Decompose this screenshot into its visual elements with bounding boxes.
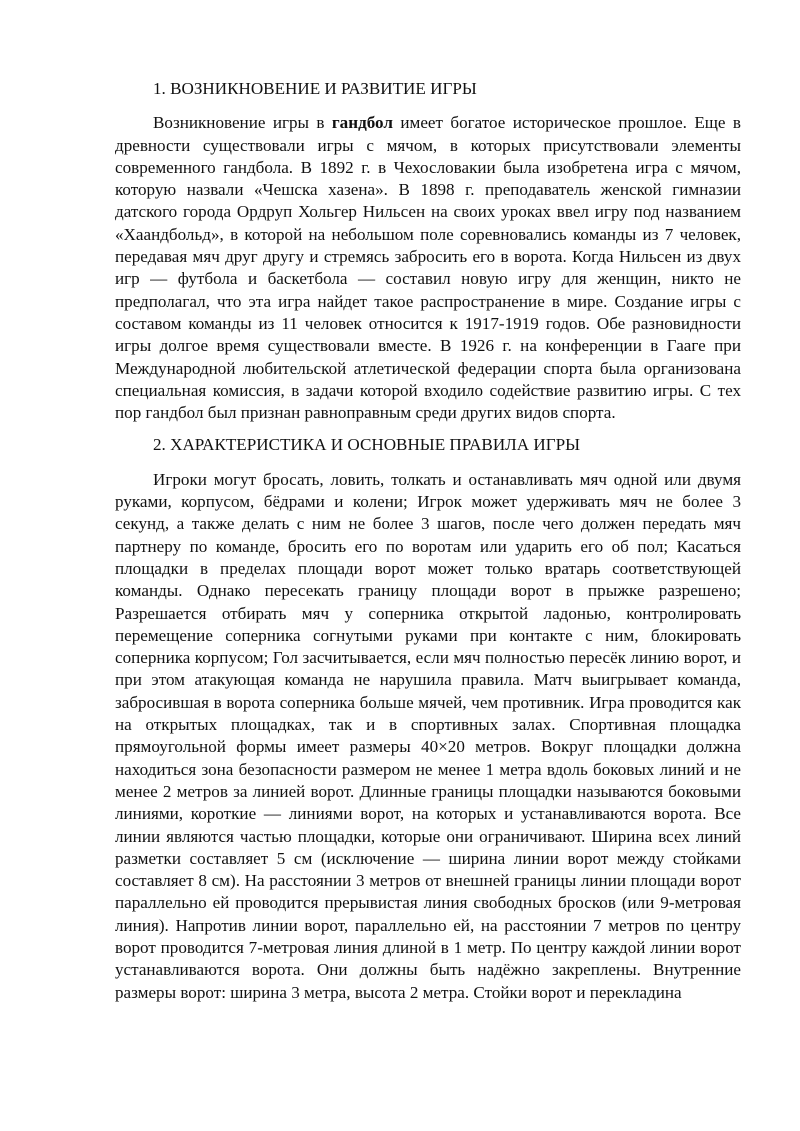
document-page (115, 78, 741, 1004)
section-1-paragraph (115, 112, 741, 424)
keyword-handball: гандбол (331, 113, 393, 133)
section-1-paragraph-rest: имеет богатое историческое прошлое. Еще в древности существовали игры с мячом, в которых присутствовали элементы современного гандбола. В 1892 г. в Чехословакии была изобретена игра с мячом, которую назвали «Чешска хазена». В 1898 г. преподаватель женской гимназии датского города Ордруп Хольгер Нильсен на своих уроках ввел игру под названием «Хаандбольд», в которой на небольшом поле соревновались команды из 7 человек, передавая мяч друг другу и стремясь забросить его в ворота. Когда Нильсен из двух игр — футбола и баскетбола — составил новую игру для женщин, никто не предполагал, что эта игра найдет такое распространение в мире. Создание игры с составом команды из 11 человек относится к 1917-1919 годов. Обе разновидности игры долгое время существовали вместе. В 1926 г. на конференции в Гааге при Международной любительской атлетической федерации спорта была организована специальная комиссия, в задачи которой входило содействие развитию игры. С тех пор гандбол был признан равноправным среди других видов спорта. (115, 113, 741, 423)
section-1-paragraph-lead: Возникновение игры в (153, 113, 332, 133)
section-2-paragraph: Игроки могут бросать, ловить, толкать и останавливать мяч одной или двумя руками, корпусом, бёдрами и колени; Игрок может удерживать мяч не более 3 секунд, а также делать с ним не более 3 шагов, после чего должен передать мяч партнеру по команде, бросить его по воротам или ударить его об пол; Касаться площадки в пределах площади ворот может только вратарь соответствующей команды. Однако пересекать границу площади ворот в прыжке разрешено; Разрешается отбирать мяч у соперника открытой ладонью, контролировать перемещение соперника согнутыми руками при контакте с ним, блокировать соперника корпусом; Гол засчитывается, если мяч полностью пересёк линию ворот, и при этом атакующая команда не нарушила правила. Матч выигрывает команда, забросившая в ворота соперника больше мячей, чем противник. Игра проводится как на открытых площадках, так и в спортивных залах. Спортивная площадка прямоугольной формы имеет размеры 40×20 метров. Вокруг площадки должна находиться зона безопасности размером не менее 1 метра вдоль боковых линий и не менее 2 метров за линией ворот. Длинные границы площадки называются боковыми линиями, короткие — линиями ворот, на которых и устанавливаются ворота. Все линии являются частью площадки, которые они ограничивают. Ширина всех линий разметки составляет 5 см (исключение — ширина линии ворот между стойками составляет 8 см). На расстоянии 3 метров от внешней границы линии площади ворот параллельно ей проводится прерывистая линия свободных бросков (или 9-метровая линия). Напротив линии ворот, параллельно ей, на расстоянии 7 метров по центру ворот проводится 7-метровая линия длиной в 1 метр. По центру каждой линии ворот устанавливаются ворота. Они должны быть надёжно закреплены. Внутренние размеры ворот: ширина 3 метра, высота 2 метра. Стойки ворот и перекладина (115, 469, 741, 1002)
section-2-heading: 2. ХАРАКТЕРИСТИКА И ОСНОВНЫЕ ПРАВИЛА ИГРЫ (153, 435, 581, 455)
section-1-heading: 1. ВОЗНИКНОВЕНИЕ И РАЗВИТИЕ ИГРЫ (153, 79, 477, 98)
